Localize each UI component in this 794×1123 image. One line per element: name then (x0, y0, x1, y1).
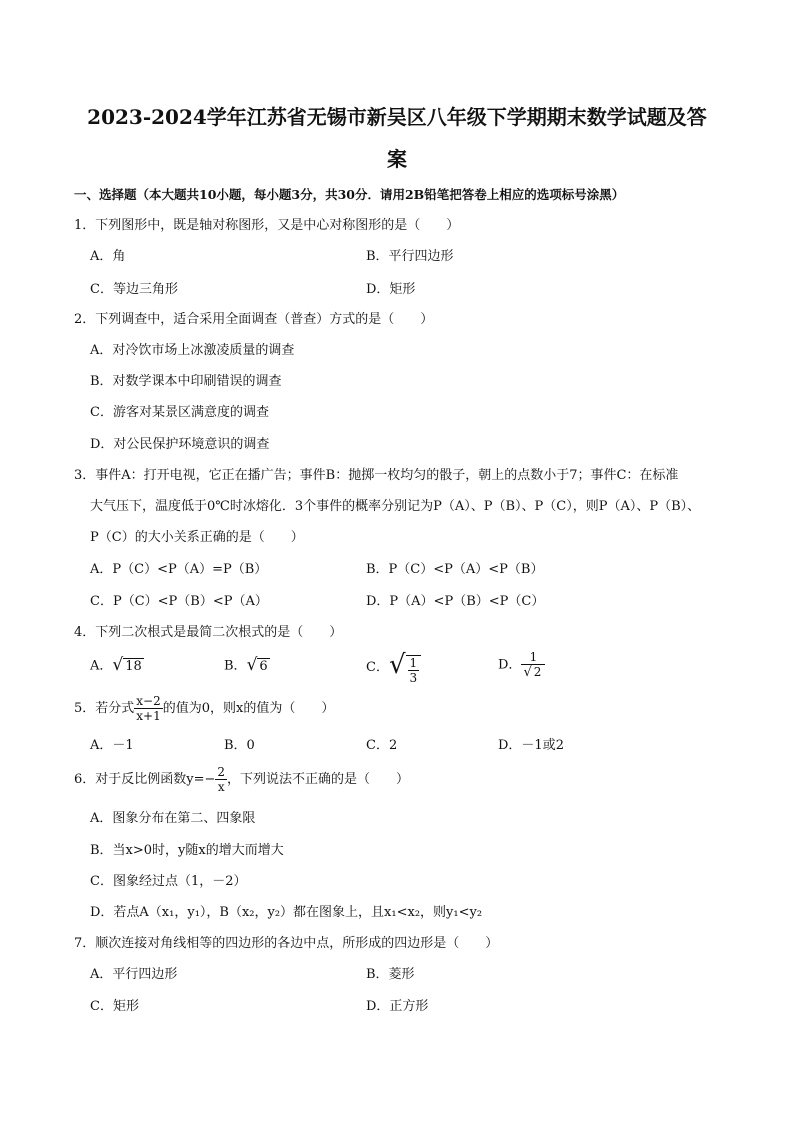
fraction-numerator: 1 (409, 655, 418, 670)
question-7-option-d: D．正方形 (366, 999, 429, 1014)
question-3-line-1: 3．事件A：打开电视，它正在播广告；事件B：抛掷一枚均匀的骰子，朝上的点数小于7；事件C：在标准 (74, 468, 679, 483)
question-1-option-d: D．矩形 (366, 282, 416, 297)
question-7-option-a: A．平行四边形 (90, 967, 178, 982)
option-c-label: C． (366, 660, 389, 675)
question-4-option-c (366, 650, 421, 685)
question-6-option-a: A．图象分布在第二、四象限 (90, 811, 256, 826)
question-6-suffix: ，下列说法不正确的是（ ） (227, 772, 410, 787)
title-line-2: 案 (387, 147, 407, 171)
sqrt-arg: 6 (259, 659, 268, 674)
section-heading: 一、选择题（本大题共10小题，每小题3分，共30分．请用2B铅笔把答卷上相应的选项标号涂黑） (74, 187, 625, 202)
fraction-numerator: 1 (521, 650, 545, 665)
fraction-denominator: x (217, 780, 225, 794)
question-1-option-c: C．等边三角形 (90, 282, 178, 297)
option-d-label: D． (498, 657, 522, 673)
option-b-label: B． (224, 658, 247, 674)
question-5-prefix: 5．若分式 (74, 701, 135, 716)
question-5-option-b: B．0 (224, 738, 255, 753)
question-3-option-b: B．P（C）<P（A）<P（B） (366, 562, 544, 577)
sqrt-arg: 18 (125, 659, 142, 674)
question-3-line-3: P（C）的大小关系正确的是（ ） (90, 530, 304, 545)
question-5-suffix: 的值为0，则x的值为（ ） (162, 701, 335, 716)
fraction-denominator: 3 (409, 670, 418, 685)
sqrt-arg: 2 (533, 665, 542, 679)
question-4-option-a (90, 656, 144, 676)
question-1-option-b: B．平行四边形 (366, 249, 454, 264)
question-5-option-c: C．2 (366, 738, 398, 753)
question-2-option-c: C．游客对某景区满意度的调查 (90, 405, 269, 420)
question-3-line-2: 大气压下，温度低于0℃时冰熔化．3个事件的概率分别记为P（A）、P（B）、P（C），则P（A）、P（B）、 (90, 499, 701, 514)
question-2-option-b: B．对数学课本中印刷错误的调查 (90, 374, 282, 389)
question-5-option-a: A．－1 (90, 738, 134, 753)
title-line-1: 2023-2024学年江苏省无锡市新吴区八年级下学期期末数学试题及答 (87, 105, 707, 129)
question-6-option-d: D．若点A（x₁，y₁），B（x₂，y₂）都在图象上，且x₁<x₂，则y₁<y₂ (90, 905, 483, 920)
question-7-option-b: B．菱形 (366, 967, 415, 982)
question-4-stem: 4．下列二次根式是最简二次根式的是（ ） (74, 625, 343, 640)
question-5-stem (74, 694, 334, 724)
question-1-stem: 1．下列图形中，既是轴对称图形，又是中心对称图形的是（ ） (74, 218, 460, 233)
question-6-option-b: B．当x>0时，y随x的增大而增大 (90, 843, 284, 858)
question-2-option-a: A．对冷饮市场上冰激凌质量的调查 (90, 343, 295, 358)
sqrt-icon: √ 2 (523, 665, 542, 680)
question-4-option-d (498, 650, 545, 681)
question-2-option-d: D．对公民保护环境意识的调查 (90, 437, 270, 452)
question-1-option-a: A．角 (90, 249, 126, 264)
question-6-prefix: 6．对于反比例函数y=− (74, 772, 216, 787)
question-6-option-c: C．图象经过点（1，－2） (90, 874, 247, 889)
fraction-denominator: x+1 (136, 709, 161, 723)
question-3-option-d: D．P（A）<P（B）<P（C） (366, 594, 545, 609)
question-2-stem: 2．下列调查中，适合采用全面调查（普查）方式的是（ ） (74, 312, 434, 327)
question-5-option-d: D．－1或2 (498, 738, 564, 753)
question-3-option-c: C．P（C）<P（B）<P（A） (90, 594, 268, 609)
question-6-stem (74, 764, 409, 796)
fraction-numerator: 2 (217, 765, 226, 779)
question-7-stem: 7．顺次连接对角线相等的四边形的各边中点，所形成的四边形是（ ） (74, 936, 499, 951)
sqrt-icon: √ $\frac{1}{3}$ (389, 650, 421, 685)
question-4-option-b (224, 656, 270, 676)
fraction-numerator: x−2 (136, 694, 161, 708)
document-title (60, 96, 734, 180)
question-7-option-c: C．矩形 (90, 999, 139, 1014)
sqrt-icon: √ 18 (112, 655, 142, 675)
option-a-label: A． (90, 658, 113, 674)
sqrt-icon: √ 6 (246, 655, 268, 675)
question-3-option-a: A．P（C）<P（A）=P（B） (90, 562, 268, 577)
